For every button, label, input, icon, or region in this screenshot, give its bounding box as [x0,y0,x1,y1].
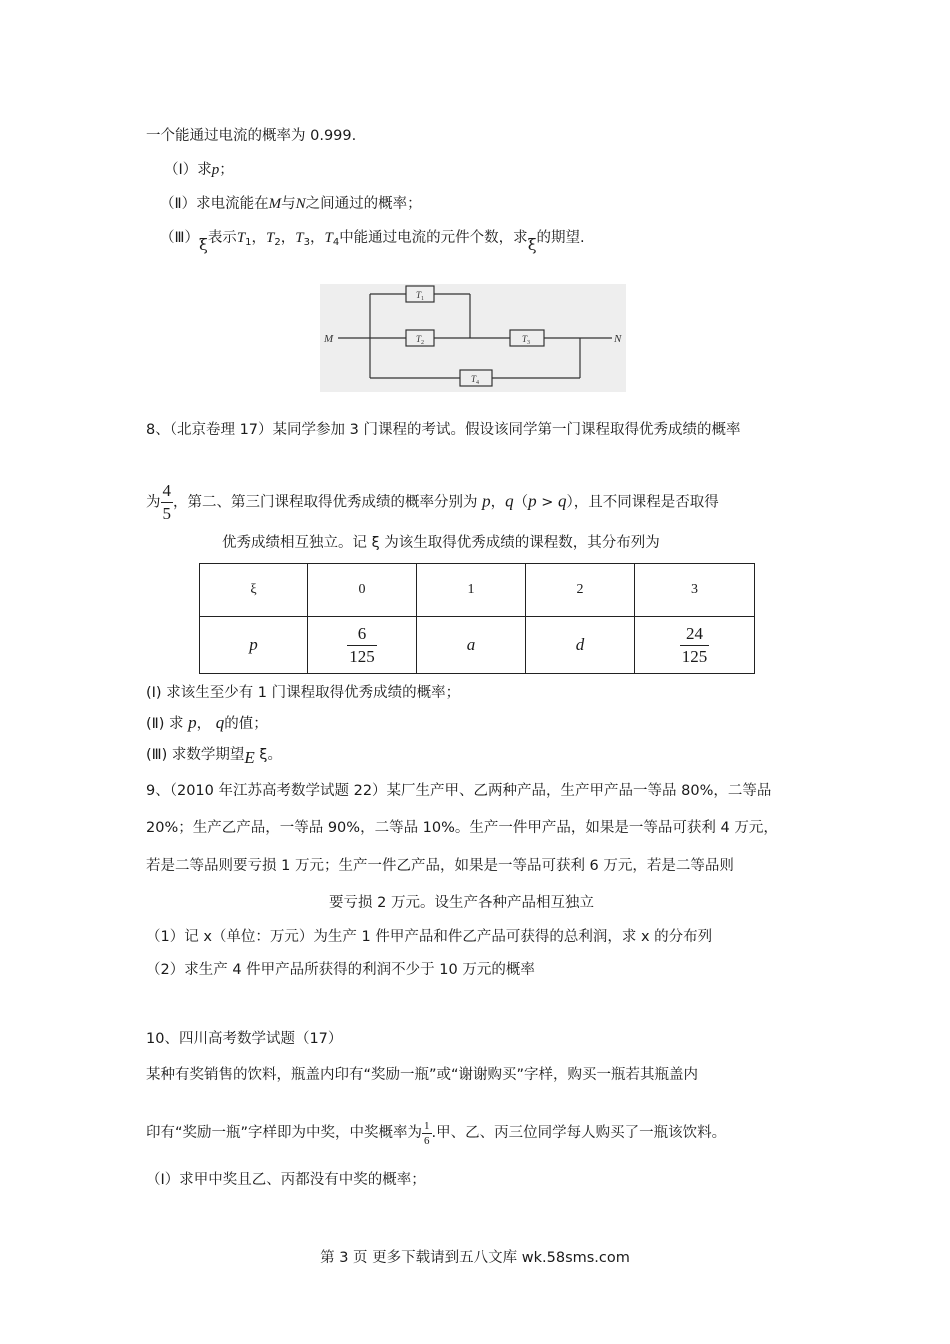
q7-part2: （Ⅱ）求电流能在M与N之间通过的概率； [160,196,422,212]
svg-text:T3: $T_3$ [522,334,531,346]
q9-line4: 要亏损 2 万元。设生产各种产品相互独立 [329,895,594,911]
q10-sub1: （Ⅰ）求甲中奖且乙、丙都没有中奖的概率； [146,1172,426,1188]
table-cell-1: a [417,617,526,674]
table-header-2: 2 [526,564,635,617]
svg-text:T4: $T_4$ [471,374,480,386]
q7-part3: （Ⅲ）ξ表示$T_1$，$T_2$，$T_3$，$T_4$中能通过电流的元件个数，求ξ的期望. [160,230,585,254]
table-cell-0: $\frac{6}{125}$ [308,617,417,674]
q9-sub2: （2）求生产 4 件甲产品所获得的利润不少于 10 万元的概率 [146,962,535,978]
q8-line1: 8、（北京卷理 17）某同学参加 3 门课程的考试。假设该同学第一门课程取得优秀成绩的概率 [146,422,741,438]
table-header-xi: ξ [200,564,308,617]
fraction-1-6: $\frac{1}{6}$ [424,1119,430,1147]
q10-line1: 10、四川高考数学试题（17） [146,1031,343,1047]
node-n: N [614,333,622,345]
q9-line2: 20%；生产乙产品，一等品 90%，二等品 10%。生产一件甲产品，如果是一等品可获利 4 万元， [146,820,778,836]
distribution-table [199,563,755,674]
table-row [200,617,755,674]
q8-sub3: (Ⅲ) 求数学期望E ξ。 [146,747,283,767]
q9-line1: 9、（2010 年江苏高考数学试题 22）某厂生产甲、乙两种产品，生产甲产品一等品 80%，二等品 [146,783,772,799]
q10-line3: 印有“奖励一瓶”字样即为中奖，中奖概率为 $\frac{1}{6}$ .甲、乙、丙三位同学每人购买了一瓶该饮料。 [146,1119,727,1147]
circuit-diagram [320,284,626,392]
q9-line3: 若是二等品则要亏损 1 万元；生产一件乙产品，如果是一等品可获利 6 万元，若是二等品则 [146,858,734,874]
table-row [200,564,755,617]
q9-sub1: （1）记 x（单位：万元）为生产 1 件甲产品和件乙产品可获得的总利润，求 x 的分布列 [146,929,713,945]
fraction-4-5: $\frac{4}{5}$ [162,481,171,523]
q7-line1: 一个能通过电流的概率为 0.999. [146,128,357,144]
table-header-0: 0 [308,564,417,617]
q10-line2: 某种有奖销售的饮料，瓶盖内印有“奖励一瓶”或“谢谢购买”字样，购买一瓶若其瓶盖内 [146,1067,699,1083]
table-header-3: 3 [635,564,755,617]
table-cell-2: d [526,617,635,674]
table-cell-3: $\frac{24}{125}$ [635,617,755,674]
page-footer: 第 3 页 更多下载请到五八文库 wk.58sms.com [320,1250,630,1266]
q8-sub1: (Ⅰ) 求该生至少有 1 门课程取得优秀成绩的概率； [146,685,461,701]
q8-sub2: (Ⅱ) 求 p， q的值； [146,713,268,732]
svg-text:T2: $T_2$ [416,334,425,346]
table-row-label: p [200,617,308,674]
q7-part1: （Ⅰ）求p； [164,162,234,178]
q8-line3: 优秀成绩相互独立。记 ξ 为该生取得优秀成绩的课程数，其分布列为 [222,535,660,551]
svg-text:T1: $T_1$ [416,290,425,302]
table-header-1: 1 [417,564,526,617]
q8-line2: 为 $\frac{4}{5}$ ，第二、第三门课程取得优秀成绩的概率分别为 p，q（p > q），且不同课程是否取得 [146,481,719,523]
node-m: M [324,333,334,345]
